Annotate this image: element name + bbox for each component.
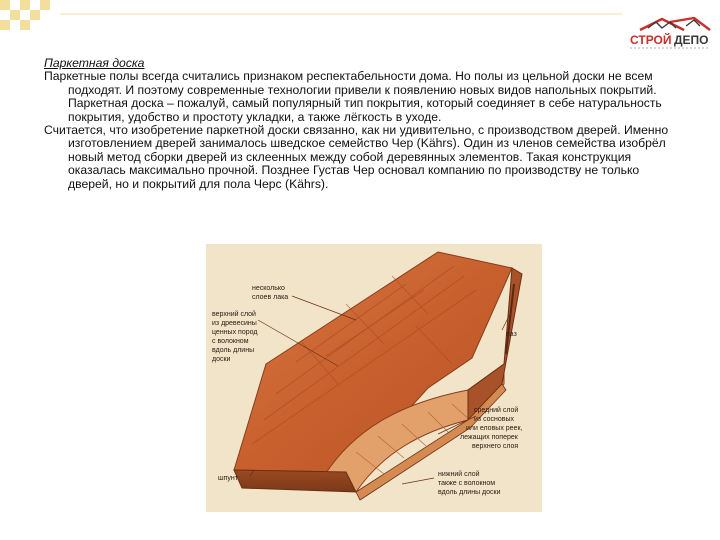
label-middle-layer: средний слой из сосновых или еловых реек, лежащих поперек верхнего слоя bbox=[460, 407, 523, 450]
logo-brand-primary: СТРОЙ bbox=[630, 33, 672, 47]
article-paragraph-1: Паркетные полы всегда считались признаком респектабельности дома. Но полы из цельной доски не всем подходят. И поэтому современные технологии привели к появлению новых видов напольных покрытий. Паркетная доска – пожалуй, самый популярный тип покрытия, который соединяет в себе натуральность покрытия, удобство и простоту укладки, а также лёгкость в уходе. bbox=[44, 69, 662, 124]
strojdepo-logo bbox=[626, 16, 714, 52]
label-groove: паз bbox=[506, 331, 517, 338]
label-tongue: шпунт bbox=[218, 475, 238, 482]
logo-brand-secondary: ДЕПО bbox=[674, 33, 709, 47]
label-lacquer: несколько слоев лака bbox=[252, 285, 289, 301]
article-paragraph-2: Считается, что изобретение паркетной доски связанно, как ни удивительно, с производством дверей. Именно изготовлением дверей занималось шведское семейство Чер (Kährs). Один из членов семейства изобрёл новый метод сборки дверей из склеенных между собой деревянных элементов. Такая конструкция оказалась максимально прочной. Позднее Густав Чер основал компанию по производству не только дверей, но и покрытий для пола Черс (Kährs). bbox=[44, 123, 669, 191]
header-decoration bbox=[0, 0, 720, 30]
article bbox=[44, 57, 684, 191]
parquet-board-diagram bbox=[206, 244, 542, 512]
label-top-layer: верхний слой из древесины ценных пород с волокном вдоль длины доски bbox=[212, 311, 258, 363]
label-bottom-layer: нижний слой также с волокном вдоль длины доски bbox=[438, 471, 501, 496]
board-front-edge bbox=[234, 470, 356, 492]
roof-truss-icon bbox=[640, 18, 710, 30]
article-title: Паркетная доска bbox=[44, 56, 145, 70]
